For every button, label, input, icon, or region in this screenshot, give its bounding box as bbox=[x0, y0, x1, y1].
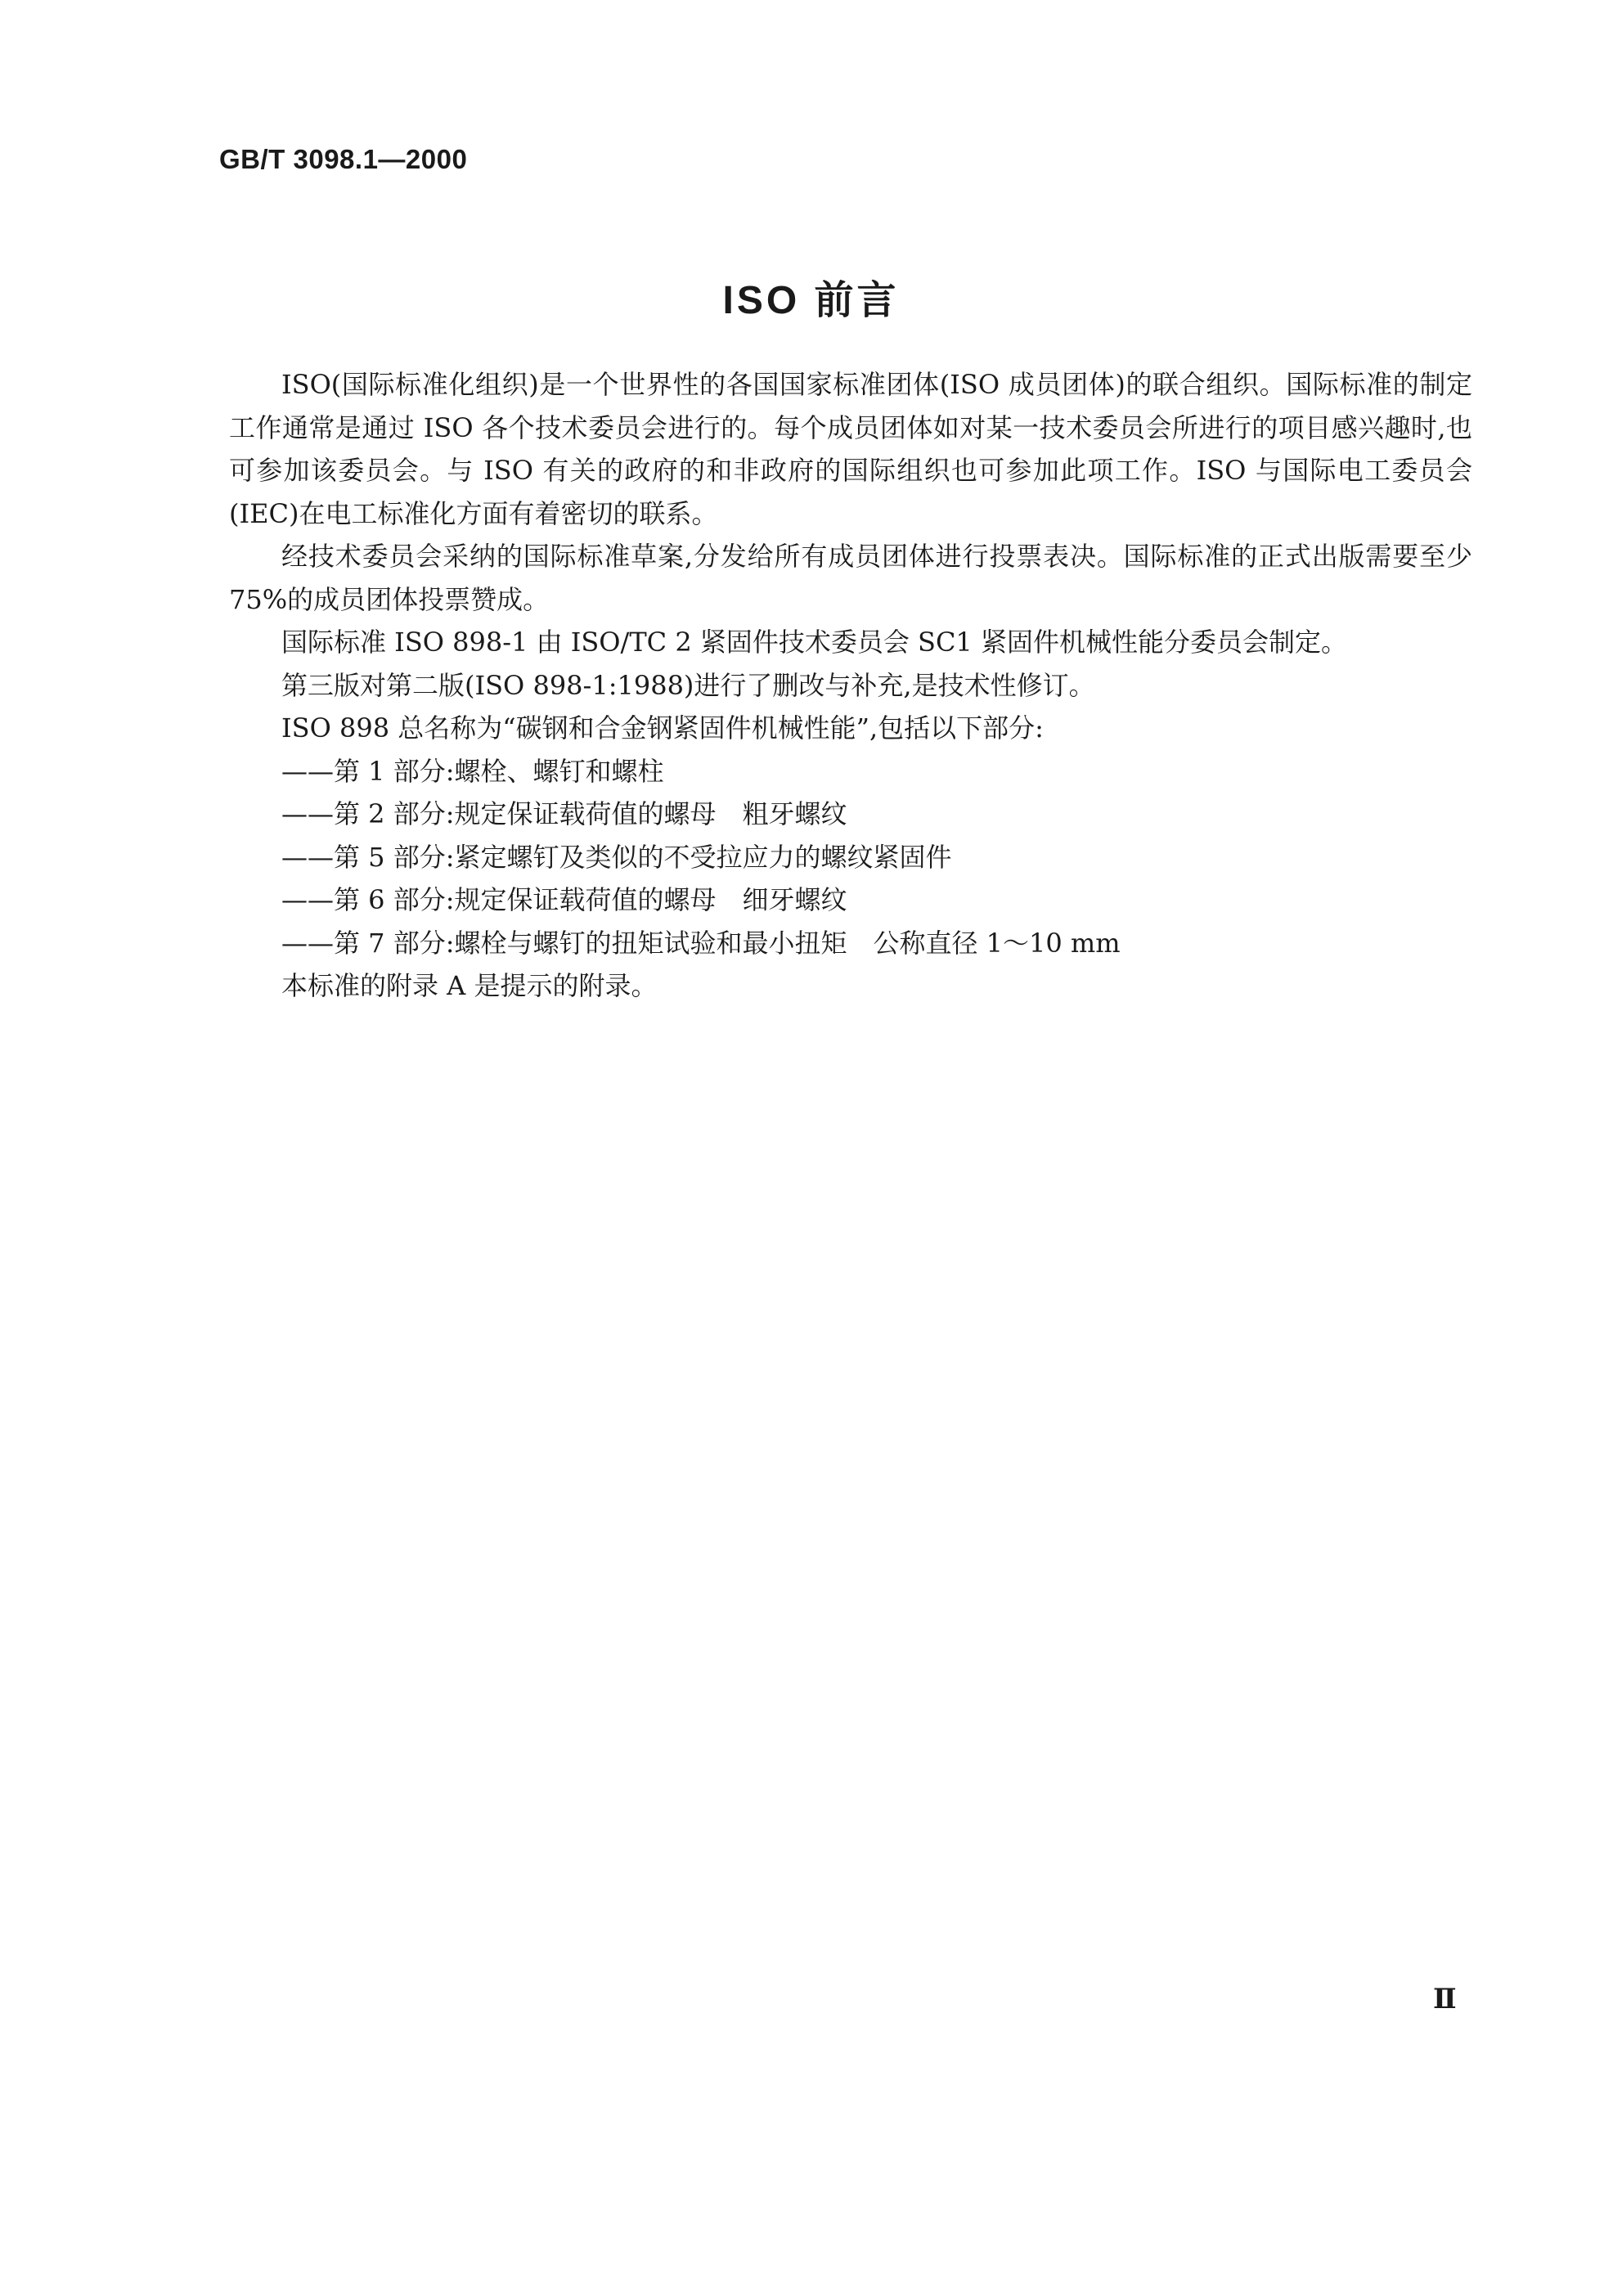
paragraph-voting: 经技术委员会采纳的国际标准草案,分发给所有成员团体进行投票表决。国际标准的正式出版需要至少 75%的成员团体投票赞成。 bbox=[229, 541, 1472, 615]
paragraph-revision: 第三版对第二版(ISO 898-1:1988)进行了删改与补充,是技术性修订。 bbox=[281, 669, 1095, 701]
list-item-part-7: ——第 7 部分:螺栓与螺钉的扭矩试验和最小扭矩 公称直径 1～10 mm bbox=[281, 927, 1121, 959]
paragraph-general-title: ISO 898 总名称为“碳钢和合金钢紧固件机械性能”,包括以下部分: bbox=[281, 712, 1044, 744]
paragraph-iso-intro: ISO(国际标准化组织)是一个世界性的各国国家标准团体(ISO 成员团体)的联合组织。国际标准的制定工作通常是通过 ISO 各个技术委员会进行的。每个成员团体如对某一技术委员会所进行的项目感兴趣时,也可参加该委员会。与 ISO 有关的政府的和非政府的国际组织也可参加此项工作。ISO 与国际电工委员会(IEC)在电工标准化方面有着密切的联系。 bbox=[229, 369, 1472, 529]
page-number: Ⅱ bbox=[1433, 1984, 1457, 2015]
page-title: ISO 前言 bbox=[722, 279, 900, 322]
paragraph-annex-note: 本标准的附录 A 是提示的附录。 bbox=[281, 970, 658, 1001]
foreword-body bbox=[229, 363, 1472, 1008]
paragraph-committee: 国际标准 ISO 898-1 由 ISO/TC 2 紧固件技术委员会 SC1 紧固件机械性能分委员会制定。 bbox=[281, 627, 1347, 658]
list-item-part-5: ——第 5 部分:紧定螺钉及类似的不受拉应力的螺纹紧固件 bbox=[281, 841, 952, 873]
list-item-part-2: ——第 2 部分:规定保证载荷值的螺母 粗牙螺纹 bbox=[281, 798, 847, 829]
standard-code: GB/T 3098.1—2000 bbox=[219, 144, 468, 174]
list-item-part-1: ——第 1 部分:螺栓、螺钉和螺柱 bbox=[281, 755, 664, 787]
list-item-part-6: ——第 6 部分:规定保证载荷值的螺母 细牙螺纹 bbox=[281, 884, 847, 915]
